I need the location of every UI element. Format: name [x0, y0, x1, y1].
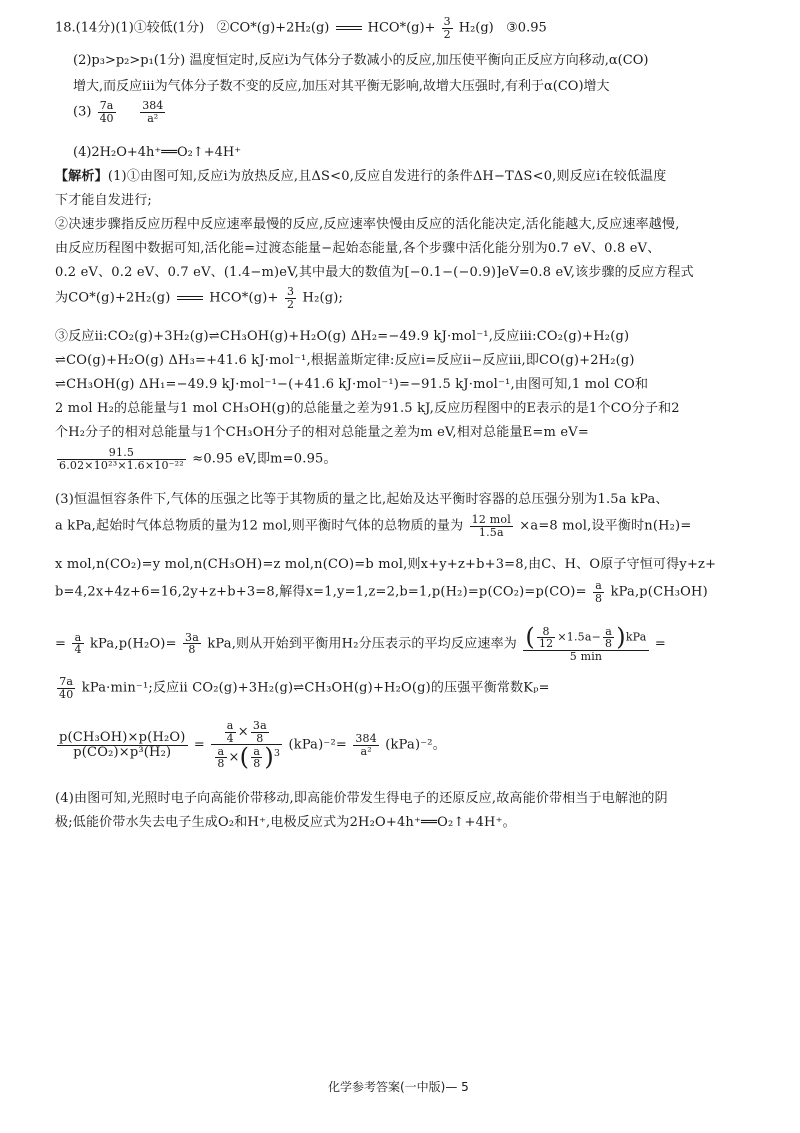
- solution-4-line-2: [55, 514, 691, 538]
- solution-4-line-1: (3)恒温恒容条件下,气体的压强之比等于其物质的量之比,起始及达平衡时容器的总压强分别为1.5a kPa、: [55, 492, 669, 507]
- answer-4: (4)2H₂O+4h⁺══O₂↑+4H⁺: [73, 145, 242, 160]
- solution-5-line-1: (4)由图可知,光照时电子向高能价带移动,即高能价带发生得电子的还原反应,故高能价带相当于电解池的阴: [55, 791, 668, 806]
- text-post: kPa,p(CH₃OH): [610, 584, 708, 600]
- fraction-7a-40: $\frac{7a}{40}$: [99, 99, 114, 125]
- eq-tail: H₂(g): [458, 20, 494, 36]
- solution-4-line-4: [55, 580, 708, 604]
- fraction-a-8: $\frac{a}{8}$: [595, 579, 603, 605]
- solution-3-result: ≈0.95 eV,即m=0.95。: [192, 451, 337, 467]
- solution-2-line-2: 由反应历程图中数据可知,活化能=过渡态能量−起始态能量,各个步骤中活化能分别为0.7 eV、0.8 eV、: [55, 241, 661, 256]
- fraction-3-2: $\frac{3}{2}$: [287, 285, 295, 311]
- fraction-energy: $\frac{91.5}{\text{6.02×10²³×1.6×10⁻²²}}$: [59, 446, 184, 472]
- solution-3-line-2: ⇌CO(g)+H₂O(g) ΔH₃=+41.6 kJ·mol⁻¹,根据盖斯定律:反应ⅰ=反应ⅱ−反应ⅲ,即CO(g)+2H₂(g): [55, 353, 635, 368]
- fraction-384-a2: $\frac{384}{\text{a²}}$: [142, 99, 164, 125]
- fraction-3-2: $\frac{3}{2}$: [443, 15, 451, 41]
- text-mid: kPa,p(H₂O)=: [89, 636, 177, 652]
- eq-right: HCO*(g)+: [367, 20, 436, 36]
- text-pre: a kPa,起始时气体总物质的量为12 mol,则平衡时气体的总物质的量为: [55, 518, 464, 534]
- answer-3-label: (3): [73, 104, 92, 120]
- fraction-3a-8: $\frac{3a}{8}$: [185, 630, 199, 657]
- eq-left: 为CO*(g)+2H₂(g): [55, 290, 171, 306]
- text-post: ×a=8 mol,设平衡时n(H₂)=: [519, 518, 692, 534]
- fraction-kp-def: $\frac{\text{p(CH₃OH)×p(H₂O)}}{\text{p(CO₂)×p³(H₂)}}$: [59, 730, 186, 760]
- solution-3-line-6: [55, 447, 337, 471]
- solution-3-line-4: 2 mol H₂的总能量与1 mol CH₃OH(g)的总能量之差为91.5 kJ,反应历程图中的E表示的是1个CO分子和2: [55, 401, 680, 416]
- solution-2-line-1: ②决速步骤指反应历程中反应速率最慢的反应,反应速率快慢由反应的活化能决定,活化能越大,反应速率越慢,: [55, 217, 680, 232]
- answer-c: ③0.95: [506, 20, 547, 36]
- solution-2-line-4: [55, 286, 343, 310]
- answer-line-1: [55, 16, 547, 40]
- eq-sign: =: [55, 636, 67, 652]
- solution-1-line-1: [55, 170, 666, 183]
- page-footer: 化学参考答案(一中版)— 5: [328, 1080, 469, 1094]
- fraction-a-4: $\frac{a}{4}$: [74, 630, 82, 657]
- solution-1-line-2: 下才能自发进行;: [55, 193, 152, 208]
- unit-2: (kPa)⁻²。: [385, 737, 446, 753]
- answer-2-line-1: (2)p₃>p₂>p₁(1分) 温度恒定时,反应ⅰ为气体分子数减小的反应,加压使平衡向正反应方向移动,α(CO): [73, 53, 649, 68]
- solution-3-line-1: ③反应ⅱ:CO₂(g)+3H₂(g)⇌CH₃OH(g)+H₂O(g) ΔH₂=−49.9 kJ·mol⁻¹,反应ⅲ:CO₂(g)+H₂(g): [55, 329, 630, 344]
- eq-sign-end: =: [654, 636, 666, 652]
- solution-tag: 【解析】: [55, 169, 108, 184]
- solution-4-line-6: [55, 676, 550, 700]
- solution-1-text: (1)①由图可知,反应ⅰ为放热反应,且ΔS<0,反应自发进行的条件ΔH−TΔS<0,则反应ⅰ在较低温度: [107, 169, 667, 184]
- fraction-kp-value: $\frac{a}{4}$ × $\frac{3a}{8}$ $\frac{a}{8}$ ×( $\frac{a}{8}$ )$^3$: [211, 720, 282, 770]
- eq-tail: H₂(g);: [302, 290, 344, 306]
- solution-4-line-7: [55, 720, 446, 770]
- answer-3: [73, 100, 167, 124]
- solution-3-line-5: 个H₂分子的相对总能量与1个CH₃OH分子的相对总能量之差为m eV,相对总能量E=m eV=: [55, 425, 589, 440]
- eq-right: HCO*(g)+: [209, 290, 279, 306]
- question-label: 18.(14分)(1)①较低(1分): [55, 20, 205, 36]
- fraction-7a-40: $\frac{7a}{40}$: [59, 675, 74, 701]
- solution-2-line-3: 0.2 eV、0.2 eV、0.7 eV、(1.4−m)eV,其中最大的数值为[−0.1−(−0.9)]eV=0.8 eV,该步骤的反应方程式: [55, 265, 694, 280]
- text-pre: b=4,2x+4z+6=16,2y+z+b+3=8,解得x=1,y=1,z=2,b=1,p(H₂)=p(CO₂)=p(CO)=: [55, 584, 587, 600]
- solution-3-line-3: ⇌CH₃OH(g) ΔH₁=−49.9 kJ·mol⁻¹−(+41.6 kJ·mol⁻¹)=−91.5 kJ·mol⁻¹,由图可知,1 mol CO和: [55, 377, 649, 392]
- eq-left: ②CO*(g)+2H₂(g): [216, 20, 330, 36]
- answer-2-line-2: 增大,而反应ⅲ为气体分子数不变的反应,加压对其平衡无影响,故增大压强时,有利于α(CO)增大: [73, 79, 610, 94]
- fraction-384-a2: $\frac{384}{\text{a²}}$: [355, 732, 377, 758]
- equal-sign: [336, 26, 362, 30]
- solution-4-line-5: [55, 625, 666, 663]
- solution-4-line-3: x mol,n(CO₂)=y mol,n(CH₃OH)=z mol,n(CO)=b mol,则x+y+z+b+3=8,由C、H、O原子守恒可得y+z+: [55, 557, 717, 572]
- text-post: kPa,则从开始到平衡用H₂分压表示的平均反应速率为: [207, 636, 518, 652]
- eq-sign: =: [193, 737, 205, 753]
- fraction-rate: ( $\frac{8}{12}$ ×1.5a− $\frac{a}{8}$ )kPa 5 min: [525, 623, 647, 664]
- solution-5-line-2: 极;低能价带水失去电子生成O₂和H⁺,电极反应式为2H₂O+4h⁺══O₂↑+4H⁺。: [55, 815, 516, 830]
- equal-sign: [177, 296, 203, 300]
- fraction-12mol: $\frac{\text{12 mol}}{1.5a}$: [471, 513, 511, 539]
- text-post: kPa·min⁻¹;反应ⅱ CO₂(g)+3H₂(g)⇌CH₃OH(g)+H₂O(g)的压强平衡常数Kₚ=: [81, 680, 550, 696]
- unit-1: (kPa)⁻²=: [288, 737, 347, 753]
